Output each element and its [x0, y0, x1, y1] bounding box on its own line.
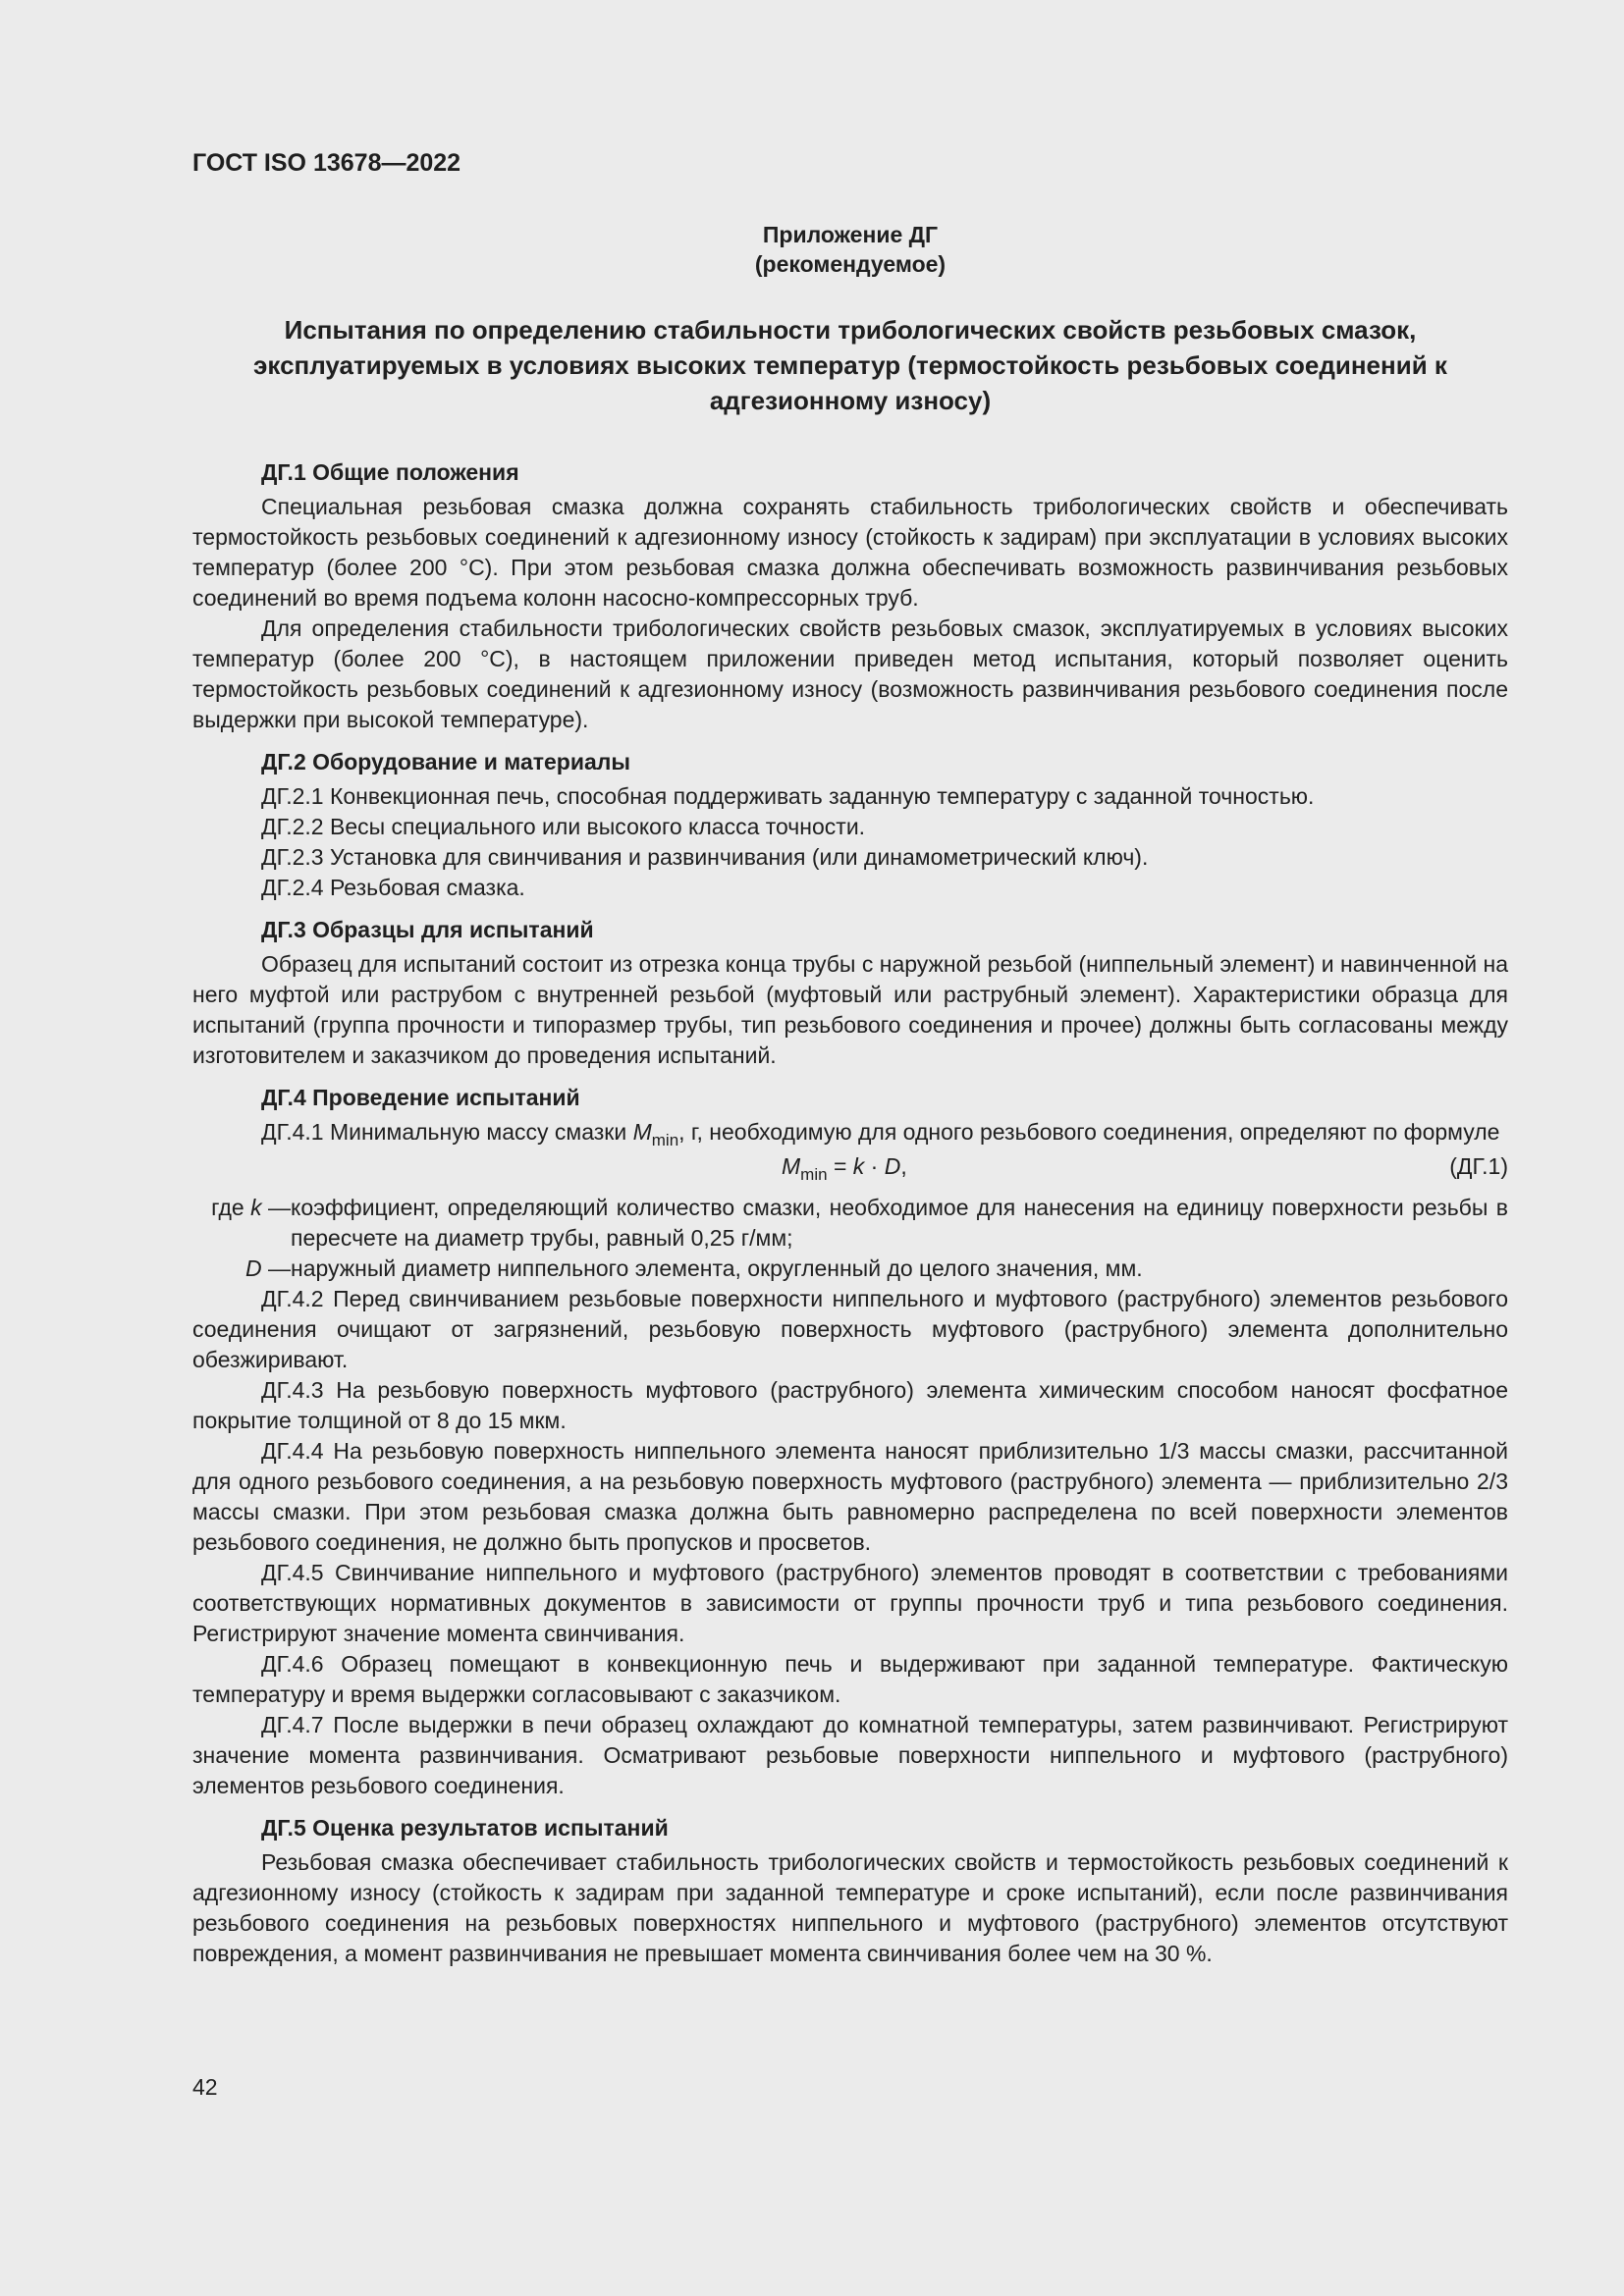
list-item: ДГ.2.3 Установка для свинчивания и развинчивания (или динамометрический ключ). [261, 844, 1149, 870]
formula-number: (ДГ.1) [1449, 1153, 1508, 1179]
definition-term: D — [244, 1255, 291, 1281]
section-heading-dg3: ДГ.3 Образцы для испытаний [261, 917, 594, 942]
definition-text: наружный диаметр ниппельного элемента, округленный до целого значения, мм. [291, 1255, 1143, 1281]
definition-k [192, 1193, 1508, 1254]
list-item: ДГ.2.2 Весы специального или высокого класса точности. [261, 814, 866, 839]
section-heading-dg2: ДГ.2 Оборудование и материалы [261, 749, 631, 774]
paragraph: ДГ.4.6 Образец помещают в конвекционную печь и выдерживают при заданной температуре. Фактическую температуру и время выдержки согласовывают с заказчиком. [192, 1651, 1508, 1707]
paragraph: ДГ.4.7 После выдержки в печи образец охлаждают до комнатной температуры, затем развинчивают. Регистрируют значение момента развинчивания. Осматривают резьбовые поверхности ниппельного и муфтового (раструбного) элементов резьбового соединения. [192, 1712, 1508, 1798]
section-heading-dg5: ДГ.5 Оценка результатов испытаний [261, 1815, 669, 1841]
appendix-label: Приложение ДГ [762, 222, 939, 247]
definition-term: где k — [211, 1195, 291, 1220]
page-content [192, 147, 1508, 1969]
document-id-header: ГОСТ ISO 13678—2022 [192, 149, 461, 177]
definition-d [192, 1254, 1508, 1284]
paragraph: Резьбовая смазка обеспечивает стабильность трибологических свойств и термостойкость резьбовых соединений к адгезионному износу (стойкость к задирам при заданной температуре и сроке испытаний), если после развинчивания резьбового соединения на резьбовых поверхностях ниппельного и муфтового (раструбного) элементов отсутствуют повреждения, а момент развинчивания не превышает момента свинчивания более чем на 30 %. [192, 1849, 1508, 1966]
list-item: ДГ.2.1 Конвекционная печь, способная поддерживать заданную температуру с заданной точностью. [261, 783, 1315, 809]
section-heading-dg1: ДГ.1 Общие положения [261, 459, 519, 485]
paragraph: ДГ.4.5 Свинчивание ниппельного и муфтового (раструбного) элементов проводят в соответствии с требованиями соответствующих нормативных документов в зависимости от группы прочности труб и типа резьбового соединения. Регистрируют значение момента свинчивания. [192, 1560, 1508, 1646]
list-item: ДГ.2.4 Резьбовая смазка. [261, 875, 525, 900]
appendix-title: Испытания по определению стабильности трибологических свойств резьбовых смазок, эксплуатируемых в условиях высоких температур (термостойкость резьбовых соединений к адгезионному износу) [253, 315, 1447, 415]
paragraph: ДГ.4.4 На резьбовую поверхность ниппельного элемента наносят приблизительно 1/3 массы смазки, рассчитанной для одного резьбового соединения, а на резьбовую поверхность муфтового (раструбного) элемента — приблизительно 2/3 массы смазки. При этом резьбовая смазка должна быть равномерно распределена по всей поверхности элементов резьбового соединения, не должно быть пропусков и просветов. [192, 1438, 1508, 1555]
formula: $M_{min} = k \cdot D$, [782, 1153, 907, 1184]
page-number: 42 [192, 2074, 218, 2100]
section-heading-dg4: ДГ.4 Проведение испытаний [261, 1085, 580, 1110]
appendix-status: (рекомендуемое) [754, 251, 947, 277]
paragraph: Для определения стабильности трибологических свойств резьбовых смазок, эксплуатируемых в условиях высоких температур (более 200 °С), в настоящем приложении приведен метод испытания, который позволяет оценить термостойкость резьбовых соединений к адгезионному износу (возможность развинчивания резьбового соединения после выдержки при высокой температуре). [192, 615, 1508, 732]
paragraph-dg4-1: ДГ.4.1 Минимальную массу смазки $M_{min}$, г, необходимую для одного резьбового соединения, определяют по формуле [261, 1119, 1500, 1149]
paragraph: Образец для испытаний состоит из отрезка конца трубы с наружной резьбой (ниппельный элемент) и навинченной на него муфтой или раструбом с внутренней резьбой (муфтовый или раструбный элемент). Характеристики образца для испытаний (группа прочности и типоразмер трубы, тип резьбового соединения и прочее) должны быть согласованы между изготовителем и заказчиком до проведения испытаний. [192, 951, 1509, 1068]
paragraph: ДГ.4.2 Перед свинчиванием резьбовые поверхности ниппельного и муфтового (раструбного) элементов резьбового соединения очищают от загрязнений, резьбовую поверхность муфтового (раструбного) элемента дополнительно обезжиривают. [192, 1286, 1508, 1372]
paragraph: Специальная резьбовая смазка должна сохранять стабильность трибологических свойств и обеспечивать термостойкость резьбовых соединений к адгезионному износу (стойкость к задирам) при эксплуатации в условиях высоких температур (более 200 °С). При этом резьбовая смазка должна обеспечивать возможность развинчивания резьбовых соединений во время подъема колонн насосно-компрессорных труб. [192, 494, 1508, 611]
definition-text: коэффициент, определяющий количество смазки, необходимое для нанесения на единицу поверхности резьбы в пересчете на диаметр трубы, равный 0,25 г/мм; [291, 1195, 1508, 1251]
formula-row [192, 1151, 1508, 1189]
paragraph: ДГ.4.3 На резьбовую поверхность муфтового (раструбного) элемента химическим способом наносят фосфатное покрытие толщиной от 8 до 15 мкм. [192, 1377, 1508, 1433]
